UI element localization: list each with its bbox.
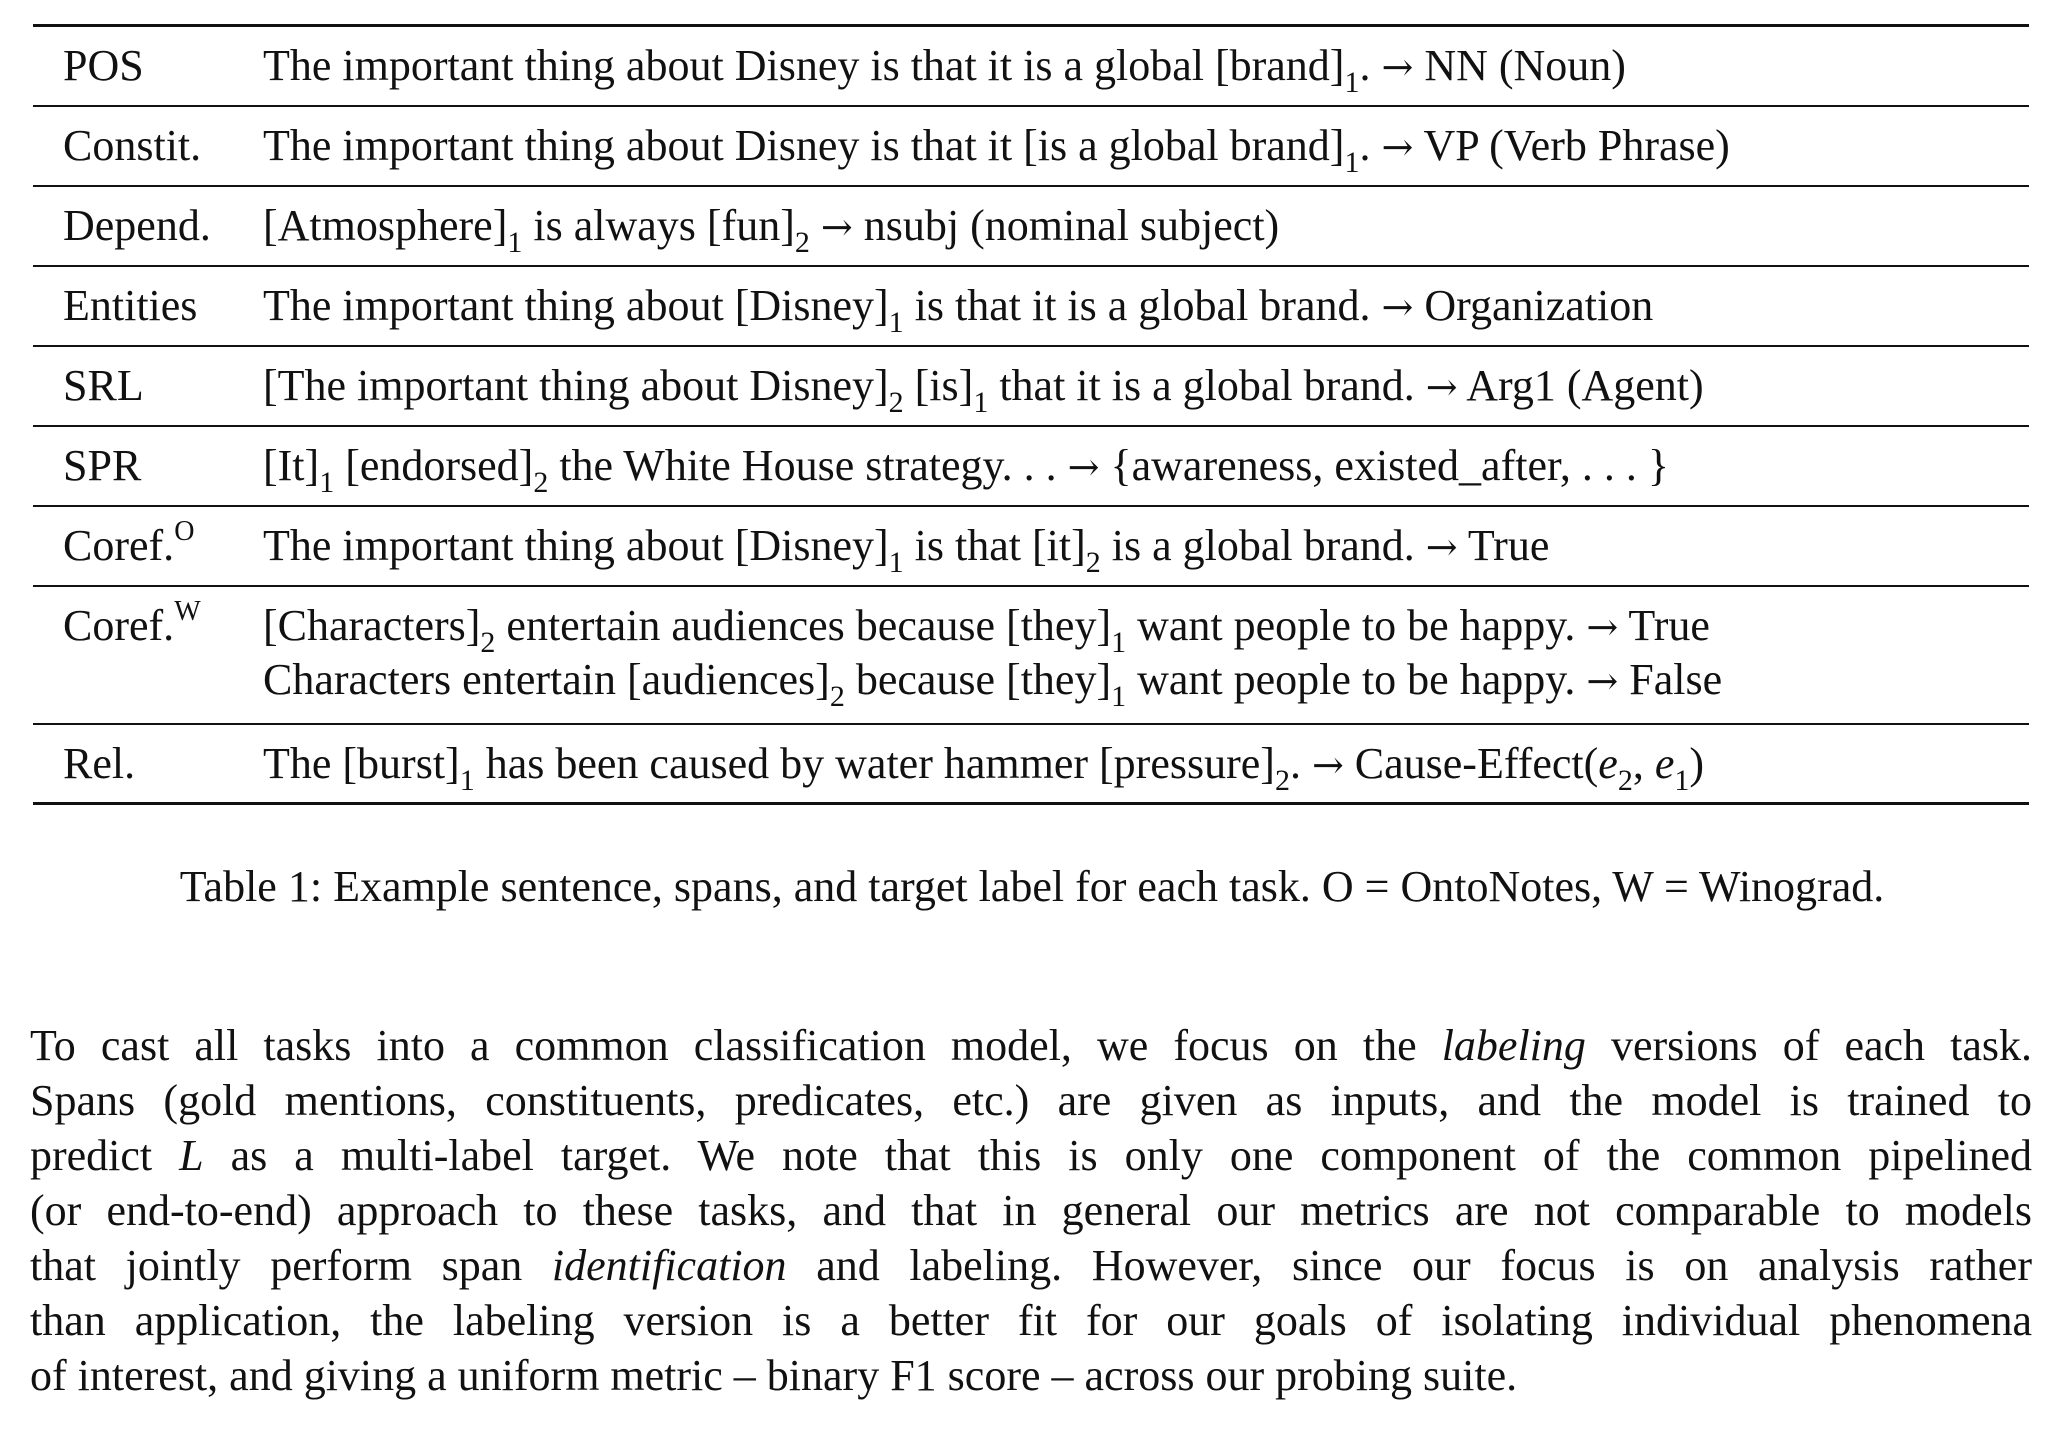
- paragraph-line: [30, 1293, 2032, 1348]
- span-index: 1: [888, 305, 904, 339]
- table-row: [33, 186, 2029, 266]
- table-row: [33, 586, 2029, 724]
- paragraph-line: [30, 1183, 2032, 1238]
- table-row: [33, 724, 2029, 804]
- text-run: To cast all tasks into a common classification model, we focus on the: [30, 1021, 1442, 1070]
- task-name-cell: [33, 586, 263, 724]
- text-run: The important thing about Disney is that it [is a global brand]: [263, 120, 1345, 170]
- right-arrow-icon: →: [1311, 742, 1344, 787]
- body-paragraph: [30, 1018, 2032, 1403]
- text-run: than application, the labeling version is a better fit for our goals of isolating individual phenomena: [30, 1296, 2032, 1345]
- text-run: Cause-Effect(: [1343, 738, 1599, 788]
- task-name: Coref.: [63, 600, 175, 650]
- text-run: [The important thing about Disney]: [263, 360, 889, 410]
- italic-text: e: [1654, 738, 1675, 788]
- span-index: 2: [533, 465, 549, 499]
- text-run: ): [1689, 738, 1705, 788]
- text-run: [It]: [263, 440, 320, 490]
- right-arrow-icon: →: [1381, 284, 1414, 329]
- task-name: Rel.: [63, 738, 136, 788]
- task-name-cell: [33, 266, 263, 346]
- span-index: 2: [480, 625, 496, 659]
- example-line: [263, 519, 2029, 579]
- text-run: [endorsed]: [334, 440, 534, 490]
- text-run: nsubj (nominal subject): [852, 200, 1280, 250]
- tasks-table-body: [33, 26, 2029, 804]
- text-run: The important thing about Disney is that it is a global [brand]: [263, 41, 1345, 90]
- task-example-cell: [263, 426, 2029, 506]
- text-run: .: [1289, 738, 1312, 788]
- right-arrow-icon: →: [1586, 658, 1619, 703]
- text-run: The important thing about [Disney]: [263, 280, 889, 330]
- example-line: [263, 279, 2029, 339]
- text-run: ,: [1632, 738, 1655, 788]
- right-arrow-icon: →: [1067, 444, 1100, 489]
- text-run: True: [1457, 520, 1550, 570]
- task-name-cell: [33, 346, 263, 426]
- dataset-superscript: W: [174, 595, 201, 627]
- task-name: SPR: [63, 440, 142, 490]
- table-row: [33, 26, 2029, 106]
- text-run: Spans (gold mentions, constituents, predicates, etc.) are given as inputs, and the model is trained to: [30, 1076, 2032, 1125]
- example-line: [263, 359, 2029, 419]
- span-index: 2: [1085, 545, 1101, 579]
- task-example-cell: [263, 106, 2029, 186]
- text-run: The important thing about [Disney]: [263, 520, 889, 570]
- example-line: [263, 737, 2029, 797]
- right-arrow-icon: →: [1381, 124, 1414, 169]
- text-run: that jointly perform span: [30, 1241, 552, 1290]
- text-run: the White House strategy. . .: [548, 440, 1068, 490]
- right-arrow-icon: →: [1586, 604, 1619, 649]
- tasks-table: [33, 24, 2029, 805]
- right-arrow-icon: →: [820, 204, 853, 249]
- span-index: 1: [507, 225, 523, 259]
- span-index: 2: [1617, 763, 1633, 797]
- table-row: [33, 266, 2029, 346]
- example-line: [263, 653, 2029, 713]
- text-run: False: [1618, 654, 1723, 704]
- span-index: 1: [1674, 763, 1690, 797]
- italic-text: L: [179, 1131, 204, 1180]
- span-index: 1: [459, 763, 475, 797]
- task-name: Entities: [63, 280, 198, 330]
- paragraph-line: [30, 1073, 2032, 1128]
- task-name: POS: [63, 41, 144, 90]
- text-run: [Characters]: [263, 600, 481, 650]
- task-example-cell: [263, 186, 2029, 266]
- span-index: 1: [1111, 679, 1127, 713]
- right-arrow-icon: →: [1425, 524, 1458, 569]
- task-name: Coref.: [63, 520, 175, 570]
- table-row: [33, 426, 2029, 506]
- task-name-cell: [33, 426, 263, 506]
- span-index: 2: [888, 385, 904, 419]
- span-index: 1: [319, 465, 335, 499]
- task-example-cell: [263, 506, 2029, 586]
- span-index: 2: [829, 679, 845, 713]
- text-run: predict: [30, 1131, 180, 1180]
- example-line: [263, 599, 2029, 659]
- text-run: Characters entertain [audiences]: [263, 654, 830, 704]
- text-run: and labeling. However, since our focus is on analysis rather: [786, 1241, 2032, 1290]
- text-run: VP (Verb Phrase): [1413, 120, 1730, 170]
- text-run: is always [fun]: [522, 200, 795, 250]
- task-name-cell: [33, 186, 263, 266]
- right-arrow-icon: →: [1381, 45, 1414, 89]
- task-example-cell: [263, 346, 2029, 426]
- table-row: [33, 106, 2029, 186]
- table-row: [33, 346, 2029, 426]
- task-name-cell: [33, 26, 263, 106]
- text-run: The [burst]: [263, 738, 460, 788]
- text-run: of interest, and giving a uniform metric – binary F1 score – across our probing suite.: [30, 1351, 1518, 1400]
- text-run: that it is a global brand.: [988, 360, 1426, 410]
- span-index: 1: [1111, 625, 1127, 659]
- text-run: [810, 201, 821, 250]
- text-run: .: [1359, 41, 1382, 90]
- paragraph-line: [30, 1128, 2032, 1183]
- text-run: Arg1 (Agent): [1457, 360, 1704, 410]
- task-name-cell: [33, 106, 263, 186]
- text-run: because [they]: [844, 654, 1112, 704]
- span-index: 1: [888, 545, 904, 579]
- text-run: (or end-to-end) approach to these tasks, and that in general our metrics are not comparable to models: [30, 1186, 2032, 1235]
- text-run: [Atmosphere]: [263, 200, 508, 250]
- example-line: [263, 439, 2029, 499]
- italic-text: e: [1598, 738, 1618, 788]
- text-run: NN (Noun): [1413, 41, 1626, 90]
- table-row: [33, 506, 2029, 586]
- italic-text: labeling: [1441, 1021, 1586, 1070]
- text-run: is that it is a global brand.: [903, 280, 1382, 330]
- task-example-cell: [263, 266, 2029, 346]
- task-name-cell: [33, 724, 263, 804]
- text-run: has been caused by water hammer [pressure]: [474, 738, 1275, 788]
- text-run: is that [it]: [903, 520, 1086, 570]
- task-example-cell: [263, 26, 2029, 106]
- example-line: [263, 119, 2029, 179]
- span-index: 2: [794, 225, 810, 259]
- text-run: .: [1359, 120, 1382, 170]
- paragraph-line: [30, 1348, 2032, 1403]
- span-index: 2: [1274, 763, 1290, 797]
- span-index: 1: [1344, 145, 1360, 179]
- span-index: 1: [973, 385, 989, 419]
- italic-text: identification: [551, 1241, 787, 1290]
- paragraph-line: [30, 1018, 2032, 1073]
- text-run: is a global brand.: [1100, 520, 1426, 570]
- text-run: Organization: [1413, 280, 1654, 330]
- task-name-cell: [33, 506, 263, 586]
- text-run: as a multi-label target. We note that this is only one component of the common pipelined: [203, 1131, 2032, 1180]
- text-run: want people to be happy.: [1126, 600, 1587, 650]
- example-line: [263, 199, 2029, 259]
- task-name: SRL: [63, 360, 144, 410]
- table-caption: Table 1: Example sentence, spans, and target label for each task. O = OntoNotes, W = Winograd.: [179, 862, 1885, 911]
- text-run: versions of each task.: [1585, 1021, 2032, 1070]
- text-run: [is]: [903, 360, 974, 410]
- text-run: want people to be happy.: [1126, 654, 1587, 704]
- text-run: {awareness, existed_after, . . . }: [1099, 440, 1669, 490]
- dataset-superscript: O: [174, 515, 195, 547]
- text-run: entertain audiences because [they]: [495, 600, 1112, 650]
- paragraph-line: [30, 1238, 2032, 1293]
- task-name: Constit.: [63, 120, 202, 170]
- span-index: 1: [1344, 66, 1360, 99]
- right-arrow-icon: →: [1425, 364, 1458, 409]
- example-line: [263, 39, 2029, 99]
- task-example-cell: [263, 586, 2029, 724]
- task-example-cell: [263, 724, 2029, 804]
- task-name: Depend.: [63, 200, 211, 250]
- text-run: True: [1618, 600, 1710, 650]
